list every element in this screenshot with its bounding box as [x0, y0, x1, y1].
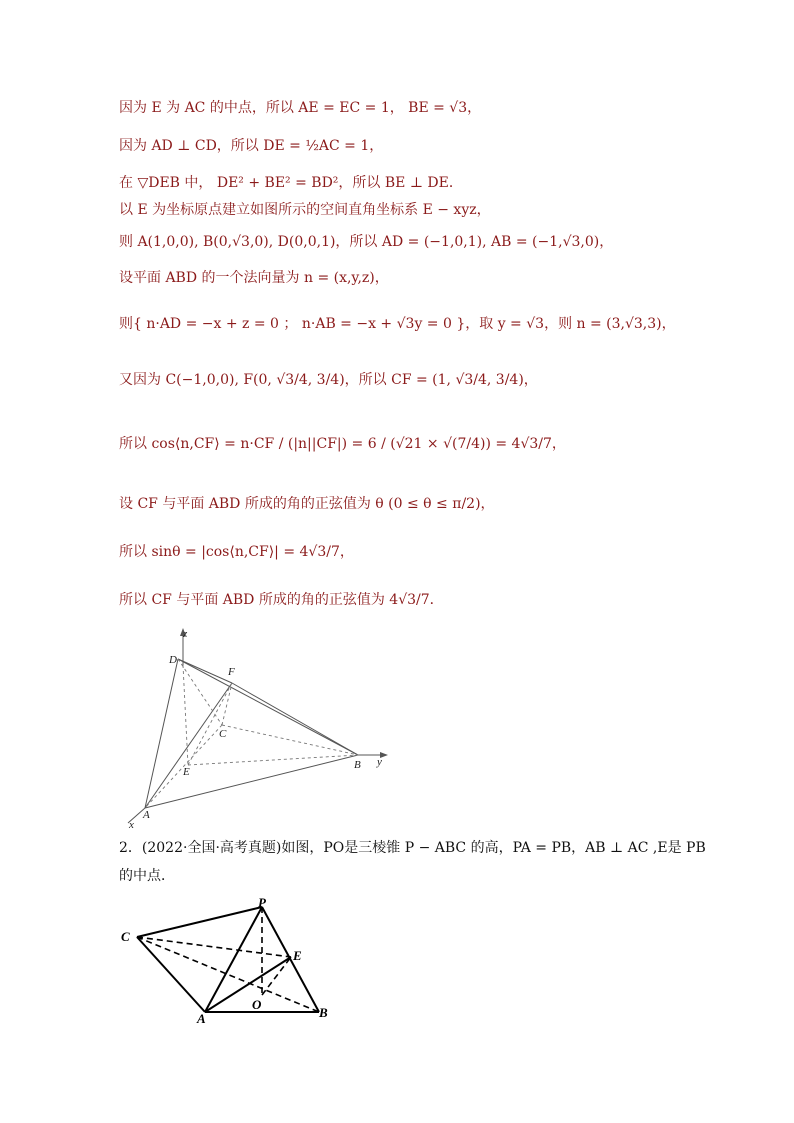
label-B2: B [319, 1005, 328, 1020]
label-y: y [377, 756, 382, 768]
dashed-CB [222, 725, 358, 755]
label-z: z [183, 628, 188, 640]
solution-line-12: 所以 CF 与平面 ABD 所成的角的正弦值为 4√3/7． [119, 592, 444, 608]
solution-line-4: 以 E 为坐标原点建立如图所示的空间直角坐标系 E − xyz， [119, 202, 491, 218]
label-E: E [183, 766, 190, 778]
solution-line-8: 又因为 C(−1,0,0), F(0, √3/4, 3/4)，所以 CF = (1, √3/4, 3/4)， [119, 372, 538, 388]
label-A: A [143, 809, 150, 821]
label-C: C [219, 728, 227, 740]
solution-line-5: 则 A(1,0,0), B(0,√3,0), D(0,0,1)，所以 AD = (−1,0,1), AB = (−1,√3,0)， [119, 234, 614, 250]
label-P: P [258, 895, 266, 910]
dashed-CF [222, 683, 232, 725]
edge-DB [178, 659, 358, 755]
dashed-OE [262, 957, 291, 995]
figure-2-pyramid [115, 895, 340, 1025]
problem-2-line-1: 2．(2022·全国·高考真题)如图，PO是三棱锥 P − ABC 的高，PA = PB，AB ⊥ AC ,E是 PB [119, 840, 706, 856]
edge-FB [232, 683, 358, 755]
edge-AE [205, 957, 291, 1012]
label-A2: A [197, 1011, 206, 1025]
figure-1-coordinate-diagram [110, 625, 400, 830]
edge-PB [262, 907, 319, 1012]
edge-CA [137, 937, 205, 1012]
problem-2-line-2: 的中点． [119, 868, 175, 884]
label-x: x [129, 819, 134, 830]
solution-line-7: 则{ n·AD = −x + z = 0 ； n·AB = −x + √3y = 0 }，取 y = √3，则 n = (3,√3,3)， [119, 316, 676, 332]
solution-line-3: 在 ▽DEB 中， DE² + BE² = BD²，所以 BE ⊥ DE． [119, 175, 463, 191]
solution-line-9: 所以 cos⟨n,CF⟩ = n·CF / (|n||CF|) = 6 / (√21 × √(7/4)) = 4√3/7， [119, 436, 566, 452]
label-D: D [169, 654, 177, 666]
solution-line-1: 因为 E 为 AC 的中点，所以 AE = EC = 1， BE = √3， [119, 100, 482, 116]
dashed-EB [188, 755, 358, 765]
edge-CP [137, 907, 262, 937]
solution-line-11: 所以 sinθ = |cos⟨n,CF⟩| = 4√3/7， [119, 544, 354, 560]
dashed-EF [188, 683, 232, 765]
label-C2: C [121, 929, 130, 944]
solution-line-2: 因为 AD ⊥ CD，所以 DE = ½AC = 1， [119, 138, 384, 154]
label-F: F [228, 666, 235, 678]
label-E2: E [293, 948, 302, 963]
label-B: B [354, 759, 361, 771]
edge-DA [145, 659, 178, 808]
solution-line-10: 设 CF 与平面 ABD 所成的角的正弦值为 θ (0 ≤ θ ≤ π/2)， [119, 496, 495, 512]
label-O: O [252, 997, 262, 1012]
solution-line-6: 设平面 ABD 的一个法向量为 n = (x,y,z)， [119, 270, 389, 286]
